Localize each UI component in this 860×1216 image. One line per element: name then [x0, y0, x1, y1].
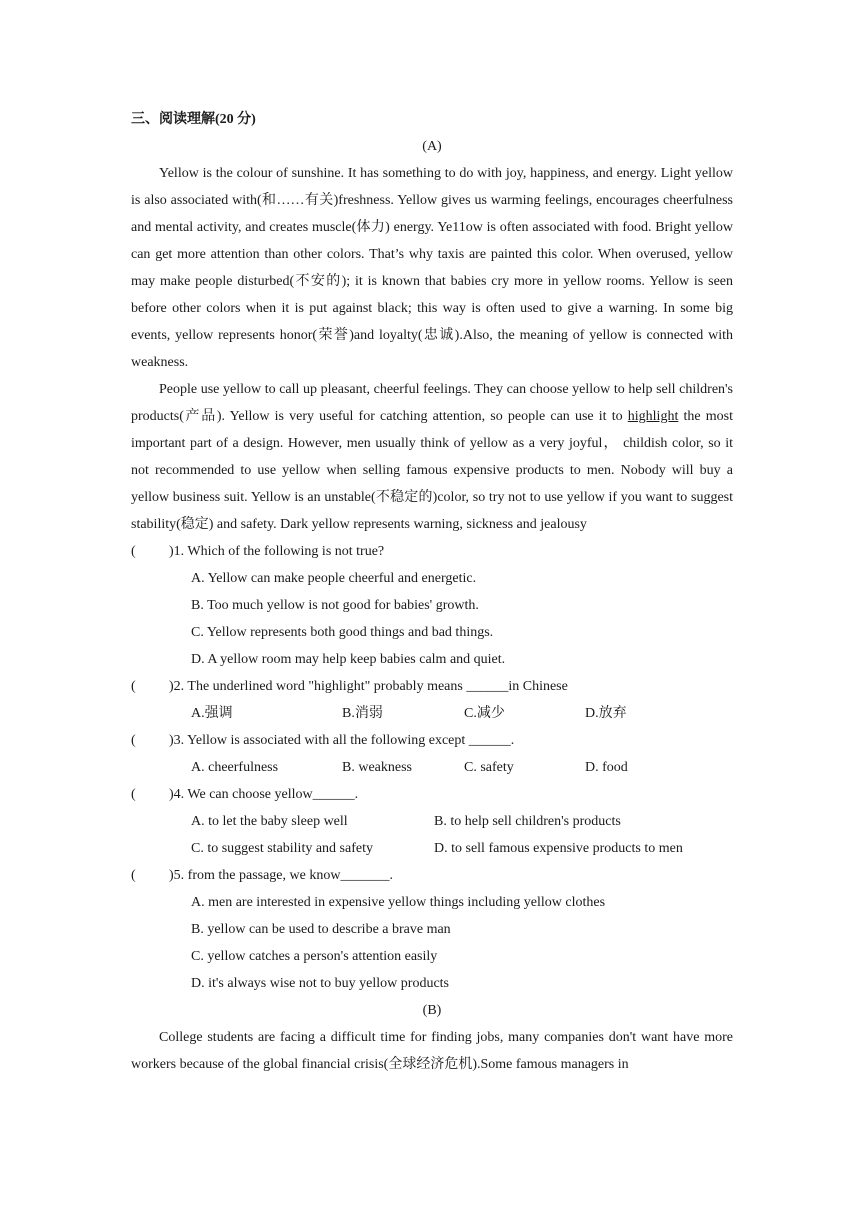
question-stem: )4. We can choose yellow______. — [169, 787, 359, 802]
answer-blank[interactable]: ( — [131, 787, 136, 802]
q4-option-c: C. to suggest stability and safety — [191, 841, 373, 856]
question-stem: )5. from the passage, we know_______. — [169, 868, 393, 883]
section-title: 三、阅读理解(20 分) — [131, 112, 256, 127]
q4-option-b: B. to help sell children's products — [434, 814, 621, 829]
q5-option-a: A. men are interested in expensive yellow things including yellow clothes — [191, 895, 606, 910]
q4-options-row-1 — [131, 808, 733, 835]
q2-option-c: C.减少 — [464, 706, 505, 721]
q5-option-c: C. yellow catches a person's attention easily — [191, 949, 438, 964]
question-stem: )1. Which of the following is not true? — [169, 544, 385, 559]
paragraph-text: the most important part of a design. However, men usually think of yellow as a very joyful， childish color, so it not recommended to use yellow when selling famous expensive products to men. Nobody will buy a yellow business suit. Yellow is an unstable(不稳定的)color, so try not to use yellow if you want to suggest stability(稳定) and safety. Dark yellow represents warning, sickness and jealousy — [131, 409, 733, 532]
question-4 — [131, 781, 733, 808]
q1-option-a: A. Yellow can make people cheerful and energetic. — [191, 571, 477, 586]
q5-option-b: B. yellow can be used to describe a brave man — [191, 922, 451, 937]
passage-a-label: (A) — [422, 139, 442, 154]
answer-blank[interactable]: ( — [131, 868, 136, 883]
q2-option-a: A.强调 — [191, 706, 233, 721]
q5-option-d: D. it's always wise not to buy yellow products — [191, 976, 449, 991]
q4-option-d: D. to sell famous expensive products to men — [434, 841, 683, 856]
question-3 — [131, 727, 733, 754]
underlined-word-highlight: highlight — [627, 409, 679, 424]
q3-option-c: C. safety — [464, 760, 514, 775]
passage-a-paragraph-2 — [131, 376, 733, 538]
q4-options-row-2 — [131, 835, 733, 862]
passage-a-paragraph-1: Yellow is the colour of sunshine. It has something to do with joy, happiness, and energy. Light yellow is also associated with(和……有关)freshness. Yellow gives us warming feelings, encourages cheerfulness and mental activity, and creates muscle(体力) energy. Ye11ow is often associated with food. Bright yellow can get more attention than other colors. That’s why taxis are painted this color. When overused, yellow may make people disturbed(不安的); it is known that babies cry more in yellow rooms. Yellow is seen before other colors when it is put against black; this way is often used to give a warning. In some big events, yellow represents honor(荣誉)and loyalty(忠诚).Also, the meaning of yellow is connected with weakness. — [131, 166, 733, 370]
q3-option-d: D. food — [585, 760, 628, 775]
q2-options-row — [131, 700, 733, 727]
q1-option-b: B. Too much yellow is not good for babies' growth. — [191, 598, 479, 613]
question-stem: )3. Yellow is associated with all the following except ______. — [169, 733, 515, 748]
question-stem: )2. The underlined word "highlight" probably means ______in Chinese — [169, 679, 568, 694]
q3-options-row — [131, 754, 733, 781]
q1-option-d: D. A yellow room may help keep babies calm and quiet. — [191, 652, 506, 667]
q4-option-a: A. to let the baby sleep well — [191, 814, 348, 829]
q1-option-c: C. Yellow represents both good things and bad things. — [191, 625, 494, 640]
q2-option-b: B.消弱 — [342, 706, 383, 721]
paragraph-text: People use yellow to call up pleasant, cheerful feelings. They can choose yellow to help sell children's products(产品). Yellow is very useful for catching attention, so people can use it to — [131, 382, 733, 424]
answer-blank[interactable]: ( — [131, 544, 136, 559]
question-5 — [131, 862, 733, 889]
q2-option-d: D.放弃 — [585, 706, 627, 721]
answer-blank[interactable]: ( — [131, 733, 136, 748]
question-1 — [131, 538, 733, 565]
q3-option-a: A. cheerfulness — [191, 760, 279, 775]
answer-blank[interactable]: ( — [131, 679, 136, 694]
q3-option-b: B. weakness — [342, 760, 412, 775]
passage-b-label: (B) — [422, 1003, 442, 1018]
document-page — [131, 106, 733, 1078]
passage-b-paragraph-1: College students are facing a difficult time for finding jobs, many companies don't want have more workers because of the global financial crisis(全球经济危机).Some famous managers in — [131, 1030, 733, 1072]
question-2 — [131, 673, 733, 700]
